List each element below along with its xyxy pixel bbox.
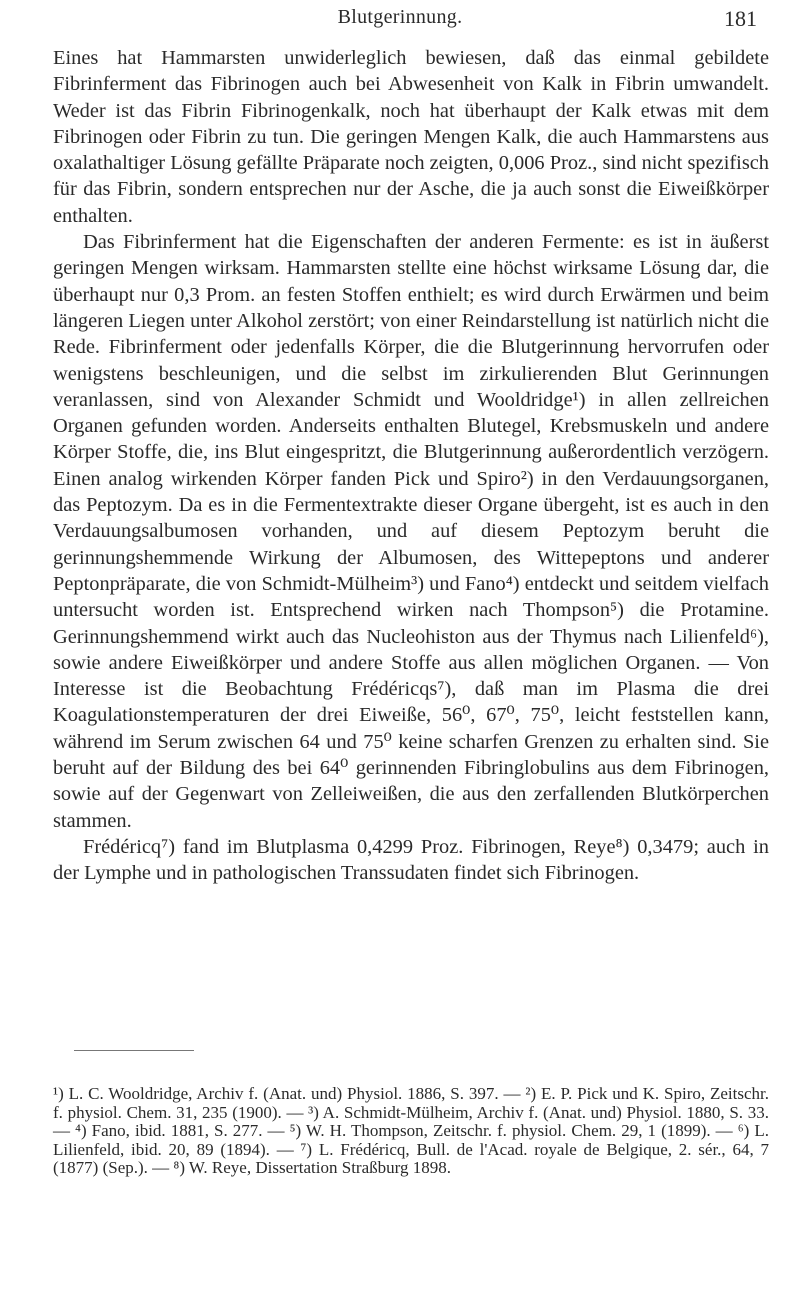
paragraph-2: Das Fibrinferment hat die Eigenschaften der anderen Fermente: es ist in äußerst geringen Mengen wirksam. Hammarsten stellte eine höchst wirksame Lösung dar, die überhaupt nur 0,3 Prom. an festen Stoffen enthielt; es wird durch Erwärmen und beim längeren Liegen unter Alkohol zerstört; von einer Reindarstellung ist natürlich nicht die Rede. Fibrinferment oder jedenfalls Körper, die die Blutgerinnung hervorrufen oder wenigstens beschleunigen, und die selbst im zirkulierenden Blut Gerinnungen veranlassen, sind von Alexander Schmidt und Wooldridge¹) in allen zellreichen Organen gefunden worden. Anderseits enthalten Blutegel, Krebsmuskeln und andere Körper Stoffe, die, ins Blut eingespritzt, die Blutgerinnung außerordentlich verzögern. Einen analog wirkenden Körper fanden Pick und Spiro²) in den Verdauungsorganen, das Peptozym. Da es in die Fermentextrakte dieser Organe übergeht, ist es auch in den Verdauungsalbumosen vorhanden, und auf diesem Peptozym beruht die gerinnungshemmende Wirkung der Albumosen, des Wittepeptons und anderer Peptonpräparate, die von Schmidt-Mülheim³) und Fano⁴) entdeckt und seitdem vielfach untersucht worden ist. Entsprechend wirken nach Thompson⁵) die Protamine. Gerinnungshemmend wirkt auch das Nucleohiston aus der Thymus nach Lilienfeld⁶), sowie andere Eiweißkörper und andere Stoffe aus allen möglichen Organen. — Von Interesse ist die Beobachtung Frédéricqs⁷), daß man im Plasma die drei Koagulationstemperaturen der drei Eiweiße, 56⁰, 67⁰, 75⁰, leicht feststellen kann, während im Serum zwischen 64 und 75⁰ keine scharfen Grenzen zu erhalten sind. Sie beruht auf der Bildung des bei 64⁰ gerinnenden Fibringlobulins aus dem Fibrinogen, sowie auf der Gegenwart von Zelleiweißen, die aus den zerfallenden Blutkörperchen stammen. (53, 231, 769, 832)
footnote-divider (74, 1050, 194, 1051)
page-number: 181 (724, 6, 757, 31)
footnotes: ¹) L. C. Wooldridge, Archiv f. (Anat. und) Physiol. 1886, S. 397. — ²) E. P. Pick und K. Spiro, Zeitschr. f. physiol. Chem. 31, 235 (1900). — ³) A. Schmidt-Mülheim, Archiv f. (Anat. und) Physiol. 1880, S. 33. — ⁴) Fano, ibid. 1881, S. 277. — ⁵) W. H. Thompson, Zeitschr. f. physiol. Chem. 29, 1 (1899). — ⁶) L. Lilienfeld, ibid. 20, 89 (1894). — ⁷) L. Frédéricq, Bull. de l'Acad. royale de Belgique, 2. sér., 64, 7 (1877) (Sep.). — ⁸) W. Reye, Dissertation Straßburg 1898. (53, 1084, 769, 1177)
running-title: Blutgerinnung. (337, 6, 463, 28)
body-text (53, 45, 769, 887)
paragraph-3: Frédéricq⁷) fand im Blutplasma 0,4299 Proz. Fibrinogen, Reye⁸) 0,3479; auch in der Lymphe und in pathologischen Transsudaten findet sich Fibrinogen. (53, 835, 769, 885)
paragraph-1: Eines hat Hammarsten unwiderleglich bewiesen, daß das einmal gebildete Fibrinferment das Fibrinogen auch bei Abwesenheit von Kalk in Fibrin umwandelt. Weder ist das Fibrin Fibrinogenkalk, noch hat überhaupt der Kalk etwas mit dem Fibrinogen oder Fibrin zu tun. Die geringen Mengen Kalk, die auch Hammarstens aus oxalathaltiger Lösung gefällte Präparate noch zeigten, 0,006 Proz., sind nicht spezifisch für das Fibrin, sondern entsprechen nur der Asche, die ja auch sonst die Eiweißkörper enthalten. (53, 47, 769, 227)
